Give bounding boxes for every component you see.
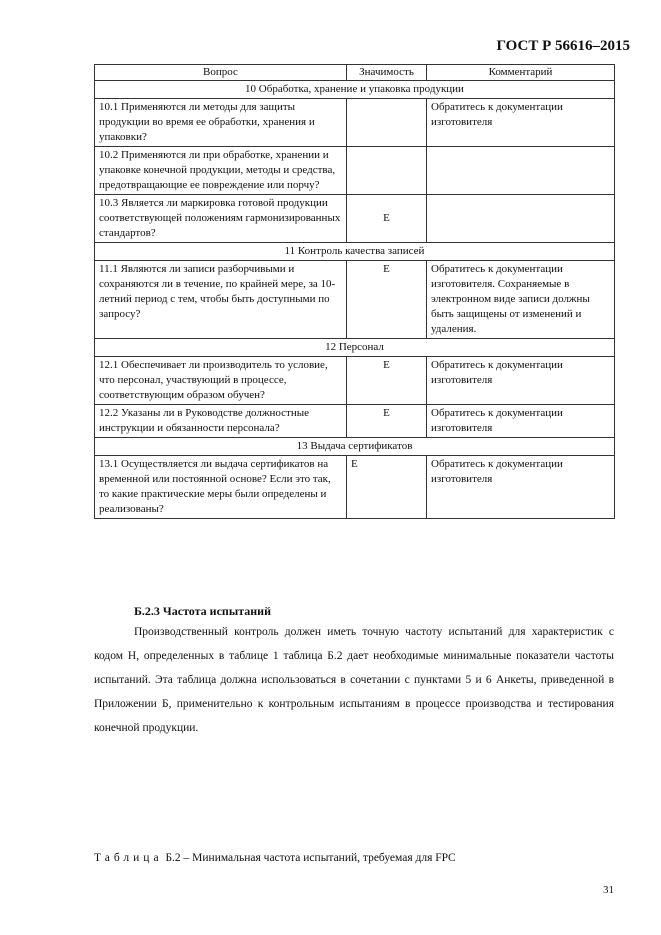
comment-cell: Обратитесь к документации изготовителя. Сохраняемые в электронном виде записи должны быть защищены от изменений и удаления. xyxy=(427,261,615,339)
comment-cell: Обратитесь к документации изготовителя xyxy=(427,405,615,438)
caption-label: Таблица xyxy=(94,852,163,864)
question-cell: 10.2 Применяются ли при обработке, хранении и упаковке конечной продукции, методы и средства, предотвращающие ее повреждение или порчу? xyxy=(95,147,347,195)
table-header-row xyxy=(95,65,615,81)
section-row xyxy=(95,243,615,261)
section-row xyxy=(95,81,615,99)
question-cell: 13.1 Осуществляется ли выдача сертификатов на временной или постоянной основе? Если это так, то какие практические меры были определены и реализованы? xyxy=(95,456,347,519)
significance-cell xyxy=(347,99,427,147)
section-title: 10 Обработка, хранение и упаковка продукции xyxy=(95,81,615,99)
section-title: 13 Выдача сертификатов xyxy=(95,438,615,456)
comment-cell xyxy=(427,147,615,195)
table-row xyxy=(95,405,615,438)
questionnaire-table xyxy=(94,64,615,519)
section-row xyxy=(95,339,615,357)
question-cell: 11.1 Являются ли записи разборчивыми и сохраняются ли в течение, по крайней мере, за 10-летний период с тем, чтобы быть доступными по запросу? xyxy=(95,261,347,339)
section-title: 12 Персонал xyxy=(95,339,615,357)
comment-cell: Обратитесь к документации изготовителя xyxy=(427,456,615,519)
comment-cell: Обратитесь к документации изготовителя xyxy=(427,357,615,405)
column-header-question: Вопрос xyxy=(95,65,347,81)
comment-cell xyxy=(427,195,615,243)
question-cell: 10.3 Является ли маркировка готовой продукции соответствующей положениям гармонизированных стандартов? xyxy=(95,195,347,243)
table-row xyxy=(95,261,615,339)
table-row xyxy=(95,99,615,147)
table-row xyxy=(95,195,615,243)
section-row xyxy=(95,438,615,456)
question-cell: 12.2 Указаны ли в Руководстве должностные инструкции и обязанности персонала? xyxy=(95,405,347,438)
question-cell: 10.1 Применяются ли методы для защиты продукции во время ее обработки, хранения и упаковки? xyxy=(95,99,347,147)
section-subheading: Б.2.3 Частота испытаний xyxy=(134,604,271,618)
caption-text: Б.2 – Минимальная частота испытаний, требуемая для FPC xyxy=(165,852,456,864)
significance-cell: Е xyxy=(347,357,427,405)
document-id: ГОСТ Р 56616–2015 xyxy=(496,38,630,54)
table-row xyxy=(95,357,615,405)
significance-cell: Е xyxy=(347,405,427,438)
significance-cell: Е xyxy=(347,195,427,243)
page-number: 31 xyxy=(603,884,614,896)
section-title: 11 Контроль качества записей xyxy=(95,243,615,261)
table-caption xyxy=(94,852,456,864)
column-header-significance: Значимость xyxy=(347,65,427,81)
table-row xyxy=(95,147,615,195)
comment-cell: Обратитесь к документации изготовителя xyxy=(427,99,615,147)
body-paragraph: Производственный контроль должен иметь точную частоту испытаний для характеристик с кодом H, определенных в таблице 1 таблица Б.2 дает необходимые минимальные показатели частоты испытаний. Эта таблица должна использоваться в сочетании с пунктами 5 и 6 Анкеты, приведенной в Приложении Б, применительно к контрольным испытаниям в процессе производства и тестирования конечной продукции. xyxy=(94,626,614,734)
significance-cell xyxy=(347,147,427,195)
table-row xyxy=(95,456,615,519)
question-cell: 12.1 Обеспечивает ли производитель то условие, что персонал, участвующий в процессе, соответствующим образом обучен? xyxy=(95,357,347,405)
significance-cell: Е xyxy=(347,456,427,519)
significance-cell: Е xyxy=(347,261,427,339)
column-header-comment: Комментарий xyxy=(427,65,615,81)
